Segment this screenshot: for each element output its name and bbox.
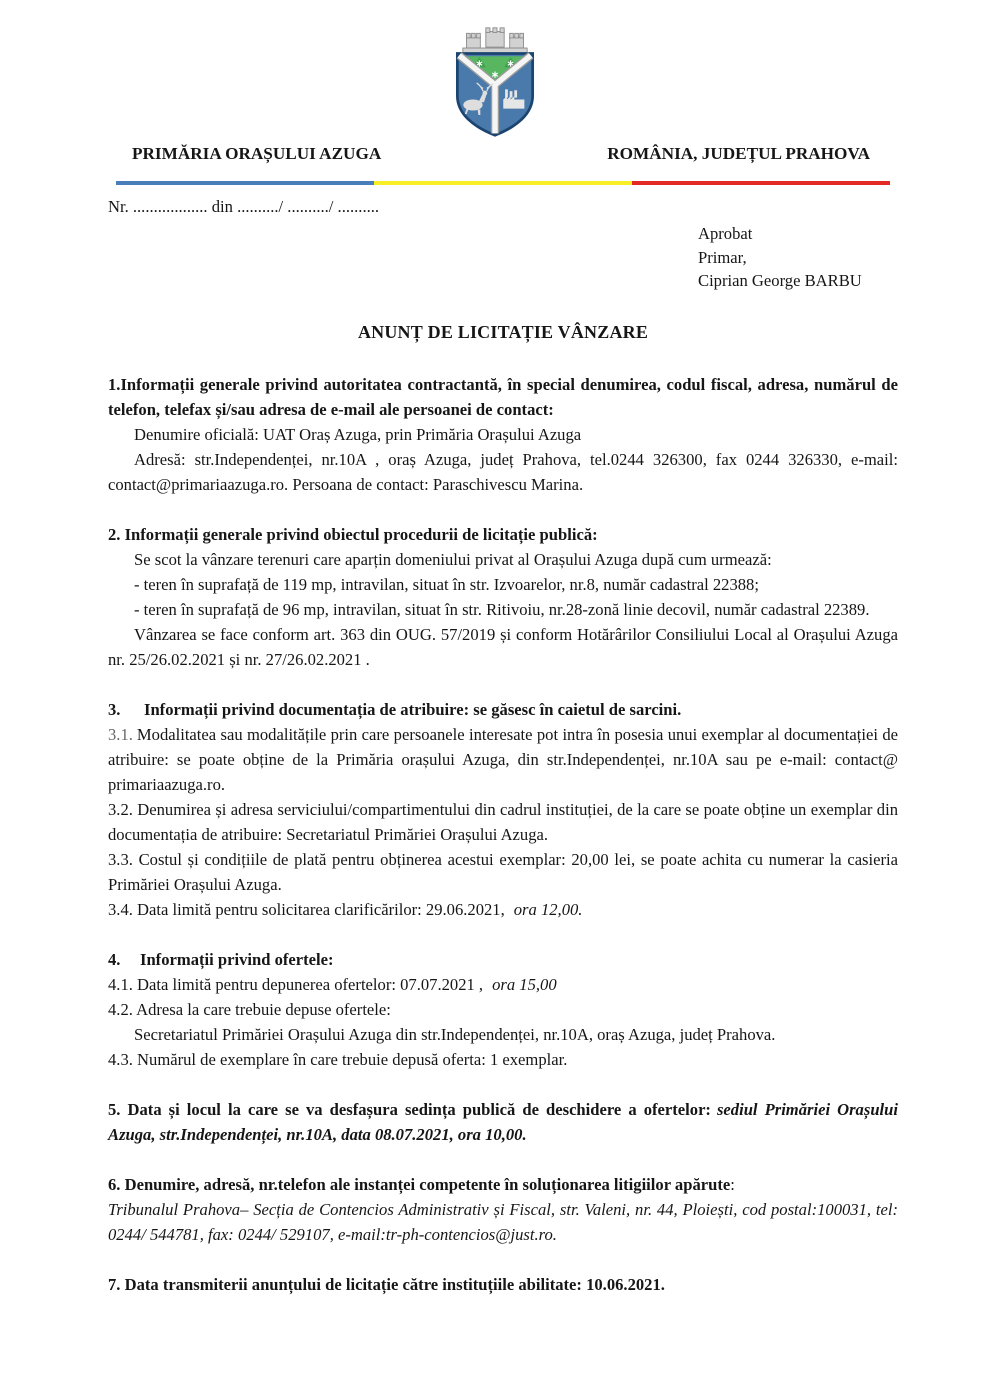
section-6-heading-colon: : [730,1174,735,1194]
tricolor-divider [116,181,890,185]
section-7 [108,1272,898,1297]
document-body [0,141,989,1297]
land-item: - teren în suprafață de 96 mp, intravilan, situat în str. Ritivoiu, nr.28-zonă linie decovil, număr cadastral 22389. [134,599,870,619]
section-7-heading: 7. Data transmiterii anunțului de licitație către instituțiile abilitate: 10.06.2021. [108,1274,665,1294]
section-5-lead: 5. Data și locul la care se va desfașura sedința publică de deschidere a ofertelor: [108,1099,711,1119]
section-4-2-address: Secretariatul Primăriei Orașului Azuga din str.Independenței, nr.10A, oraș Azuga, județ Prahova. [134,1024,776,1044]
coat-of-arms-graphic [447,26,543,138]
section-4-heading-text: Informații privind ofertele: [140,949,334,969]
clause-number: 3.1. [108,724,133,744]
azuga-coat-of-arms [447,26,543,138]
shield-icon [457,54,532,136]
flag-segment-yellow [374,181,632,185]
approval-line: Aprobat [698,224,753,243]
section-4-number: 4. [108,949,121,969]
deadline-time: ora 12,00. [513,899,583,919]
section-3-1-paragraph [108,722,898,797]
section-5 [108,1097,898,1147]
section-4-1-paragraph [108,972,898,997]
opening-session-venue: sediul Primăriei Orașului Azuga, str.Independenței, nr.10A, data 08.07.2021, ora 10,00. [108,1099,898,1144]
mural-crown-icon [462,28,526,55]
country-county-title: ROMÂNIA, JUDEȚUL PRAHOVA [607,144,870,163]
section-2-heading: 2. Informații generale privind obiectul procedurii de licitație publică: [108,524,598,544]
section-4 [108,947,898,1072]
section-3 [108,697,898,922]
section-2-intro: Se scot la vânzare terenuri care aparțin domeniului privat al Orașului Azuga după cum urmează: [134,549,772,569]
section-3-heading [108,697,898,722]
institution-name: PRIMĂRIA ORAȘULUI AZUGA [132,144,382,163]
clause-text: Modalitatea sau modalitățile prin care persoanele interesate pot intra în posesia unui exemplar al documentației de atribuire: se poate obține de la Primăria orașului Azuga, din str.Independenței, nr.10A sau pe e-mail: contact@ primariaazuga.ro. [108,724,898,794]
section-2 [108,522,898,672]
section-1-address: Adresă: str.Independenței, nr.10A , oraș Azuga, județ Prahova, tel.0244 326300, fax 0244 326330, e-mail: contact@primariaazuga.ro. Persoana de contact: Paraschivescu Marina. [108,449,898,494]
section-6 [108,1172,898,1247]
document-title: ANUNȚ DE LICITAȚIE VÂNZARE [357,321,649,342]
section-4-3-paragraph: 4.3. Numărul de exemplare în care trebuie depusă oferta: 1 exemplar. [108,1049,568,1069]
section-1-official-name: Denumire oficială: UAT Oraș Azuga, prin Primăria Orașului Azuga [134,424,582,444]
registration-number-line: Nr. .................. din ........../ ........../ .......... [108,197,380,216]
section-3-2-paragraph: 3.2. Denumirea și adresa serviciului/compartimentului din cadrul instituției, de la care se poate obține un exemplar din documentația de atribuire: Secretariatul Primăriei Orașului Azuga. [108,799,898,844]
clause-text: 3.4. Data limită pentru solicitarea clarificărilor: 29.06.2021, [108,899,505,919]
approval-line: Primar, [698,247,747,267]
section-4-2-paragraph: 4.2. Adresa la care trebuie depuse ofertele: [108,999,391,1019]
section-5-heading [108,1097,898,1147]
section-3-3-paragraph: 3.3. Costul și condițiile de plată pentru obținerea acestui exemplar: 20,00 lei, se poate achita cu numerar la casieria Primăriei Orașului Azuga. [108,849,898,894]
flag-segment-blue [116,181,374,185]
section-3-heading-text: Informații privind documentația de atribuire: se găsesc în caietul de sarcini. [144,699,682,719]
letterhead [108,141,898,166]
approval-line: Ciprian George BARBU [698,271,862,290]
section-1 [108,372,898,497]
clause-text: 4.1. Data limită pentru depunerea ofertelor: 07.07.2021 , [108,974,484,994]
court-details: Tribunalul Prahova– Secția de Contencios Administrativ și Fiscal, str. Valeni, nr. 44, Ploiești, cod postal:100031, tel: 0244/ 544781, fax: 0244/ 529107, e-mail:tr-ph-contencios@just.ro. [108,1199,898,1244]
section-1-heading: 1.Informații generale privind autoritatea contractantă, în special denumirea, codul fiscal, adresa, numărul de telefon, telefax și/sau adresa de e-mail ale persoanei de contact: [108,374,898,419]
flag-segment-red [632,181,890,185]
section-2-legal-basis: Vânzarea se face conform art. 363 din OUG. 57/2019 și conform Hotărârilor Consiliului Local al Orașului Azuga nr. 25/26.02.2021 și nr. 27/26.02.2021 . [108,624,898,669]
section-3-4-paragraph [108,897,898,922]
section-3-number: 3. [108,699,121,719]
section-4-heading [108,947,898,972]
approval-block [698,222,898,293]
deadline-time: ora 15,00 [492,974,557,994]
section-6-heading-text: 6. Denumire, adresă, nr.telefon ale instanței competente în soluționarea litigiilor apărute [108,1174,731,1194]
land-item: - teren în suprafață de 119 mp, intravilan, situat în str. Izvoarelor, nr.8, număr cadastral 22388; [134,574,759,594]
section-6-heading [108,1172,898,1197]
